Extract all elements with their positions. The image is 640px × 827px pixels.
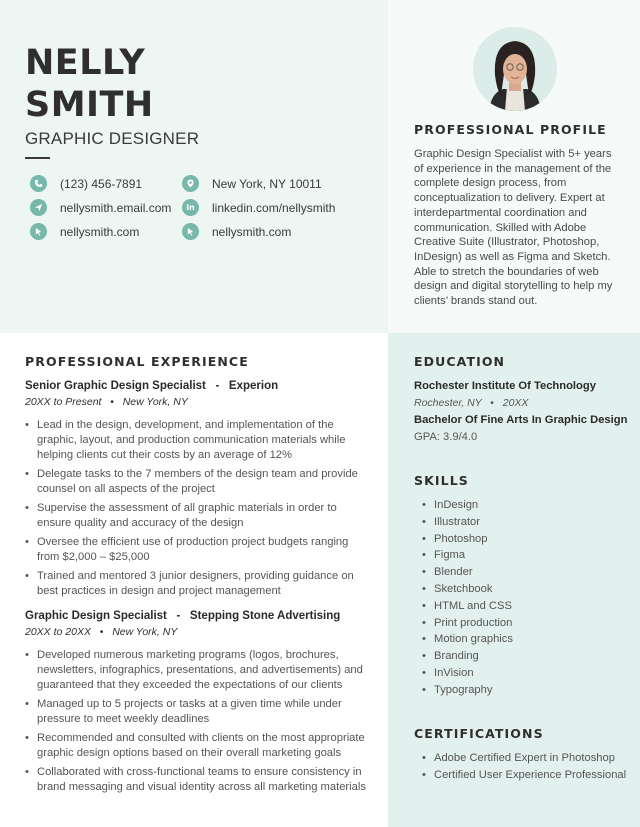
list-item: • Oversee the efficient use of production project budgets ranging from $2,000 – $25,000 [25,535,370,565]
job-1-heading [25,380,278,392]
skill-item: • Branding [422,648,513,665]
job-company: Experion [228,380,279,392]
contact-location [182,175,322,192]
job-2-bullets [25,648,370,799]
certification-item: • Adobe Certified Expert in Photoshop [422,750,626,767]
meta-dot: • [110,396,114,408]
cursor-icon [30,223,47,240]
education-meta [414,397,528,409]
email-text[interactable]: nellysmith.email.com [60,200,172,215]
portfolio-text[interactable]: nellysmith.com [212,224,292,239]
meta-dot: • [99,626,104,638]
skill-item: • InVision [422,665,513,682]
contact-linkedin[interactable] [182,199,335,216]
location-text: New York, NY 10011 [212,176,322,191]
skill-item: • Print production [422,615,513,632]
job-2-meta [25,626,177,638]
skill-item: • Motion graphics [422,631,513,648]
job-dates: 20XX to Present [25,396,102,408]
education-gpa: GPA: 3.9/4.0 [414,431,478,443]
certifications-heading: CERTIFICATIONS [414,726,544,741]
divider [25,157,50,159]
job-title: Graphic Design Specialist [25,610,167,622]
list-item: • Delegate tasks to the 7 members of the design team and provide counsel on all aspects of the project [25,467,370,497]
list-item: • Developed numerous marketing programs (logos, brochures, newsletters, infographics, presentations, and advertisements) and guaranteed that they exceeded the expectations of our clients [25,648,370,694]
education-city: Rochester, NY [414,397,482,409]
list-item: • Trained and mentored 3 junior designers, providing guidance on best practices in design and project management [25,569,370,599]
job-dates: 20XX to 20XX [25,626,91,638]
education-year: 20XX [502,397,529,409]
skill-item: • Sketchbook [422,581,513,598]
skill-item: • Typography [422,682,513,699]
skill-item: • Illustrator [422,514,513,531]
job-location: New York, NY [112,626,178,638]
skill-item: • HTML and CSS [422,598,513,615]
contact-website[interactable] [30,223,139,240]
list-item: • Collaborated with cross-functional teams to ensure consistency in brand messaging and visual identity across all marketing materials [25,765,370,795]
job-1-meta [25,396,188,408]
skill-item: • Photoshop [422,531,513,548]
skills-heading: SKILLS [414,473,469,488]
education-heading: EDUCATION [414,354,506,369]
skill-item: • InDesign [422,497,513,514]
profile-heading: PROFESSIONAL PROFILE [414,122,607,137]
contact-portfolio[interactable] [182,223,291,240]
list-item: • Managed up to 5 projects or tasks at a given time while under pressure to meet weekly deadlines [25,697,370,727]
profile-photo [473,27,557,111]
education-degree: Bachelor Of Fine Arts In Graphic Design [414,414,628,426]
meta-dot: • [490,397,494,409]
phone-icon [30,175,47,192]
certification-item: • Certified User Experience Professional [422,767,626,784]
linkedin-text[interactable]: linkedin.com/nellysmith [212,200,336,215]
job-1-bullets [25,418,370,603]
job-separator: - [215,380,220,392]
contact-phone [30,175,142,192]
linkedin-icon: in [182,199,199,216]
education-school: Rochester Institute Of Technology [414,380,596,392]
job-company: Stepping Stone Advertising [189,610,341,622]
website-text[interactable]: nellysmith.com [60,224,140,239]
list-item: • Lead in the design, development, and implementation of the graphic, layout, and production communication materials while helping clients cut their costs by an average of 12% [25,418,370,464]
skills-list [422,497,513,699]
send-icon [30,199,47,216]
list-item: • Supervise the assessment of all graphic materials in order to ensure quality and accuracy of the design [25,501,370,531]
skill-item: • Figma [422,547,513,564]
job-role: GRAPHIC DESIGNER [25,129,200,148]
job-title: Senior Graphic Design Specialist [25,380,206,392]
job-separator: - [176,610,181,622]
list-item: • Recommended and consulted with clients on the most appropriate graphic design options based on their overall marketing goals [25,731,370,761]
contact-email[interactable] [30,199,171,216]
experience-heading: PROFESSIONAL EXPERIENCE [25,354,249,369]
profile-summary: Graphic Design Specialist with 5+ years of experience in the management of the complete design process, from conceptualization to delivery. Expert at interdepartmental coordination and communication. Skilled with Adobe Creative Suite (Illustrator, Photoshop, InDesign) as well as Figma and Sketch. Able to stretch the boundaries of web design and digital storytelling to help my clients’ brands stand out. [414,148,613,308]
last-name: SMITH [25,85,154,125]
cursor-icon [182,223,199,240]
first-name: NELLY [25,43,146,83]
map-pin-icon [182,175,199,192]
job-2-heading [25,610,340,622]
certifications-list [422,750,626,784]
job-location: New York, NY [122,396,188,408]
candidate-name [25,42,154,126]
skill-item: • Blender [422,564,513,581]
phone-text: (123) 456-7891 [60,176,143,191]
